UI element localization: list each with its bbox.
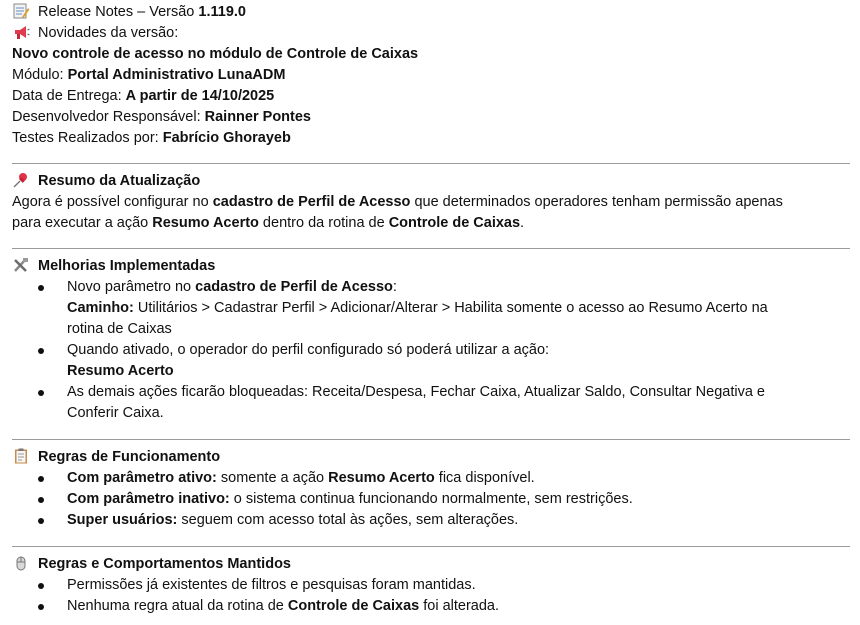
summary-title: Resumo da Atualização xyxy=(38,173,201,189)
list-item xyxy=(12,510,850,531)
summary-text-2: que determinados operadores tenham permissão apenas xyxy=(410,194,783,210)
bullet xyxy=(38,604,44,610)
item-bold: cadastro de Perfil de Acesso xyxy=(195,279,393,295)
mouse-icon xyxy=(12,555,30,571)
item-bold: Com parâmetro inativo: xyxy=(67,491,230,507)
version-number: 1.119.0 xyxy=(198,4,246,20)
improvements-list xyxy=(12,277,850,424)
kept-heading xyxy=(12,554,850,575)
title-line xyxy=(12,2,850,23)
pushpin-icon xyxy=(12,172,30,188)
module-value: Portal Administrativo LunaADM xyxy=(67,67,286,83)
delivery-value: A partir de 14/10/2025 xyxy=(125,88,275,104)
bullet xyxy=(38,518,44,524)
kept-title: Regras e Comportamentos Mantidos xyxy=(38,556,291,572)
news-line xyxy=(12,23,850,44)
item-bold: Com parâmetro ativo: xyxy=(67,470,217,486)
item-bold: Resumo Acerto xyxy=(328,470,435,486)
item-text: Permissões já existentes de filtros e pesquisas foram mantidas. xyxy=(67,577,476,593)
tests-line xyxy=(12,128,850,149)
list-item xyxy=(12,575,850,596)
path-label: Caminho: xyxy=(67,300,134,316)
item-text: Novo parâmetro no xyxy=(67,279,196,295)
item-text: seguem com acesso total às ações, sem alterações. xyxy=(177,512,519,528)
developer-line xyxy=(12,107,850,128)
summary-bold-profile: cadastro de Perfil de Acesso xyxy=(212,194,411,210)
headline: Novo controle de acesso no módulo de Controle de Caixas xyxy=(12,46,419,62)
tests-value: Fabrício Ghorayeb xyxy=(162,130,291,146)
list-item xyxy=(12,596,850,617)
bullet xyxy=(38,497,44,503)
kept-list xyxy=(12,575,850,617)
rules-list xyxy=(12,468,850,531)
tools-icon xyxy=(12,257,30,273)
summary-text-3: para executar a ação xyxy=(12,215,153,231)
divider xyxy=(12,163,850,164)
divider xyxy=(12,439,850,440)
item-bold: Controle de Caixas xyxy=(287,598,420,614)
module-line xyxy=(12,65,850,86)
summary-bold-routine: Controle de Caixas xyxy=(388,215,521,231)
summary-bold-action: Resumo Acerto xyxy=(152,215,259,231)
divider xyxy=(12,546,850,547)
item-text-cont: Conferir Caixa. xyxy=(67,405,164,421)
improvements-title: Melhorias Implementadas xyxy=(38,258,216,274)
divider xyxy=(12,248,850,249)
list-item xyxy=(12,468,850,489)
list-item xyxy=(12,382,850,424)
list-item xyxy=(12,340,850,382)
list-item xyxy=(12,277,850,340)
bullet xyxy=(38,348,44,354)
developer-value: Rainner Pontes xyxy=(204,109,311,125)
summary-heading xyxy=(12,171,850,192)
item-text: Nenhuma regra atual da rotina de xyxy=(67,598,288,614)
summary-text-5: . xyxy=(520,215,525,231)
item-text: As demais ações ficarão bloqueadas: Receita/Despesa, Fechar Caixa, Atualizar Saldo, Consultar Negativa e xyxy=(67,384,765,400)
news-label: Novidades da versão: xyxy=(38,25,179,41)
item-text: fica disponível. xyxy=(434,470,535,486)
tests-label: Testes Realizados por: xyxy=(12,130,163,146)
item-bold: Super usuários: xyxy=(67,512,178,528)
clipboard-icon xyxy=(12,448,30,464)
improvements-heading xyxy=(12,256,850,277)
module-label: Módulo: xyxy=(12,67,68,83)
bullet xyxy=(38,583,44,589)
item-text: Quando ativado, o operador do perfil configurado só poderá utilizar a ação: xyxy=(67,342,550,358)
bullet xyxy=(38,390,44,396)
path-text: Utilitários > Cadastrar Perfil > Adicionar/Alterar > Habilita somente o acesso ao Resumo Acerto na xyxy=(133,300,768,316)
summary-text-1: Agora é possível configurar no xyxy=(12,194,213,210)
item-text: o sistema continua funcionando normalmente, sem restrições. xyxy=(229,491,633,507)
release-notes-document xyxy=(12,2,850,617)
delivery-line xyxy=(12,86,850,107)
path-text-cont: rotina de Caixas xyxy=(67,321,172,337)
rules-title: Regras de Funcionamento xyxy=(38,449,221,465)
list-item xyxy=(12,489,850,510)
title-prefix: Release Notes – Versão xyxy=(38,4,199,20)
summary-text xyxy=(12,192,850,234)
megaphone-icon xyxy=(12,24,30,40)
developer-label: Desenvolvedor Responsável: xyxy=(12,109,205,125)
item-text: foi alterada. xyxy=(419,598,500,614)
memo-icon xyxy=(12,3,30,19)
summary-text-4: dentro da rotina de xyxy=(258,215,389,231)
item-text: somente a ação xyxy=(216,470,329,486)
item-text: : xyxy=(392,279,397,295)
item-bold: Resumo Acerto xyxy=(67,363,174,379)
bullet xyxy=(38,285,44,291)
delivery-label: Data de Entrega: xyxy=(12,88,126,104)
bullet xyxy=(38,476,44,482)
rules-heading xyxy=(12,447,850,468)
